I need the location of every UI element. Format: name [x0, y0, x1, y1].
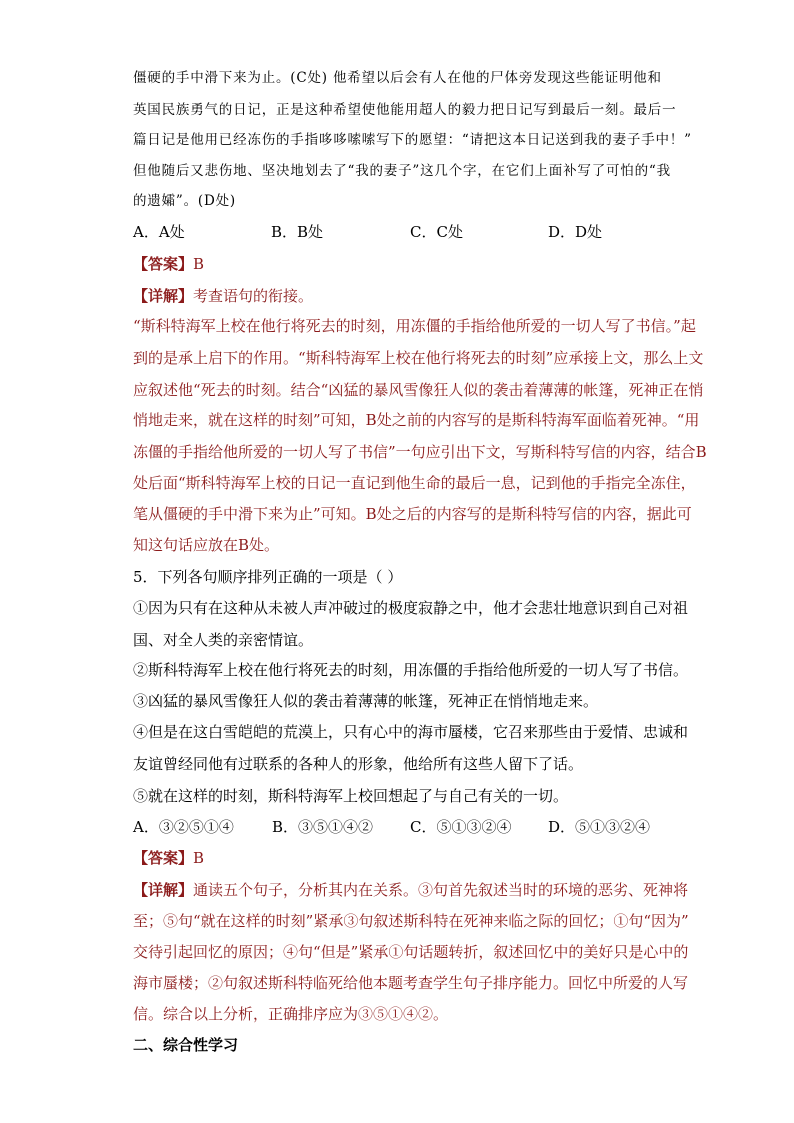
- q5-sentence: ④但是在这白雪皑皑的荒漠上，只有心中的海市蜃楼，它召来那些由于爱情、忠诚和: [133, 723, 689, 741]
- q5-option-a: A．③②⑤①④: [133, 818, 234, 836]
- q5-sentence: 国、对全人类的亲密情谊。: [133, 631, 314, 649]
- q4-detail-head: [133, 286, 313, 306]
- q5-detail-line: 信。综合以上分析，正确排序应为③⑤①④②。: [133, 1005, 449, 1023]
- section-heading: 二、综合性学习: [133, 1036, 239, 1054]
- q5-detail-line: 至；⑤句“就在这样的时刻”紧承③句叙述斯科特在死神来临之际的回忆；①句“因为”: [133, 912, 689, 930]
- q4-option-a: A．A处: [133, 223, 185, 241]
- q5-sentence: 友谊曾经同他有过联系的各种人的形象，他给所有这些人留下了话。: [133, 755, 584, 773]
- q4-option-c: C．C处: [410, 223, 463, 241]
- passage-line: 的遗孀”。(D处): [133, 193, 236, 209]
- passage-line: 僵硬的手中滑下来为止。(C处) 他希望以后会有人在他的尸体旁发现这些能证明他和: [133, 70, 662, 86]
- q4-detail-line: 悄地走来，就在这样的时刻”可知，B处之前的内容写的是斯科特海军面临着死神。“用: [133, 411, 700, 429]
- detail-line-first: 通读五个句子，分析其内在关系。③句首先叙述当时的环境的恶劣、死神将: [193, 881, 689, 899]
- q5-detail-head: [133, 880, 688, 900]
- answer-tag: 【答案】: [133, 255, 194, 273]
- q5-option-c: C．⑤①③②④: [410, 818, 512, 836]
- q5-option-b: B．③⑤①④②: [272, 818, 374, 836]
- answer-tag: 【答案】: [133, 849, 194, 867]
- q4-answer: [133, 254, 204, 274]
- answer-value: B: [193, 255, 205, 273]
- q5-detail-line: 海市蜃楼；②句叙述斯科特临死给他本题考查学生句子排序能力。回忆中所爱的人写: [133, 974, 689, 992]
- q4-detail-line: 到的是承上启下的作用。“斯科特海军上校在他行将死去的时刻”应承接上文，那么上文: [133, 349, 704, 367]
- q5-detail-line: 交待引起回忆的原因；④句“但是”紧承①句话题转折，叙述回忆中的美好只是心中的: [133, 943, 689, 961]
- detail-head-text: 考查语句的衔接。: [193, 287, 314, 305]
- q4-detail-line: 应叙述他“死去的时刻。结合“凶猛的暴风雪像狂人似的袭击着薄薄的帐篷，死神正在悄: [133, 381, 704, 399]
- q5-stem: 5．下列各句顺序排列正确的一项是（ ）: [133, 568, 403, 586]
- q5-sentence: ①因为只有在这种从未被人声冲破过的极度寂静之中，他才会悲壮地意识到自己对祖: [133, 599, 689, 617]
- detail-tag: 【详解】: [133, 287, 194, 305]
- passage-line: 但他随后又悲伤地、坚决地划去了“我的妻子”这几个字，在它们上面补写了可怕的“我: [133, 163, 671, 179]
- q4-detail-line: 知这句话应放在B处。: [133, 536, 280, 554]
- q5-sentence: ③凶猛的暴风雪像狂人似的袭击着薄薄的帐篷，死神正在悄悄地走来。: [133, 692, 599, 710]
- q5-option-d: D．⑤①③②④: [548, 818, 651, 836]
- passage-line: 英国民族勇气的日记，正是这种希望使他能用超人的毅力把日记写到最后一刻。最后一: [133, 102, 677, 118]
- q4-detail-line: “斯科特海军上校在他行将死去的时刻，用冻僵的手指给他所爱的一切人写了书信。”起: [133, 317, 696, 335]
- answer-value: B: [193, 849, 205, 867]
- q4-detail-line: 处后面“斯科特海军上校的日记一直记到他生命的最后一息，记到他的手指完全冻住，: [133, 474, 696, 492]
- q5-sentence: ②斯科特海军上校在他行将死去的时刻，用冻僵的手指给他所爱的一切人写了书信。: [133, 661, 689, 679]
- passage-line: 篇日记是他用已经冻伤的手指哆哆嗦嗦写下的愿望：“请把这本日记送到我的妻子手中！”: [133, 132, 692, 148]
- q4-option-d: D．D处: [548, 223, 603, 241]
- q4-option-b: B．B处: [271, 223, 324, 241]
- q5-sentence: ⑤就在这样的时刻，斯科特海军上校回想起了与自己有关的一切。: [133, 787, 569, 805]
- detail-tag: 【详解】: [133, 881, 194, 899]
- q4-detail-line: 笔从僵硬的手中滑下来为止”可知。B处之后的内容写的是斯科特写信的内容，据此可: [133, 505, 692, 523]
- q5-answer: [133, 848, 204, 868]
- q4-detail-line: 冻僵的手指给他所爱的一切人写了书信”一句应引出下文，写斯科特写信的内容，结合B: [133, 443, 707, 461]
